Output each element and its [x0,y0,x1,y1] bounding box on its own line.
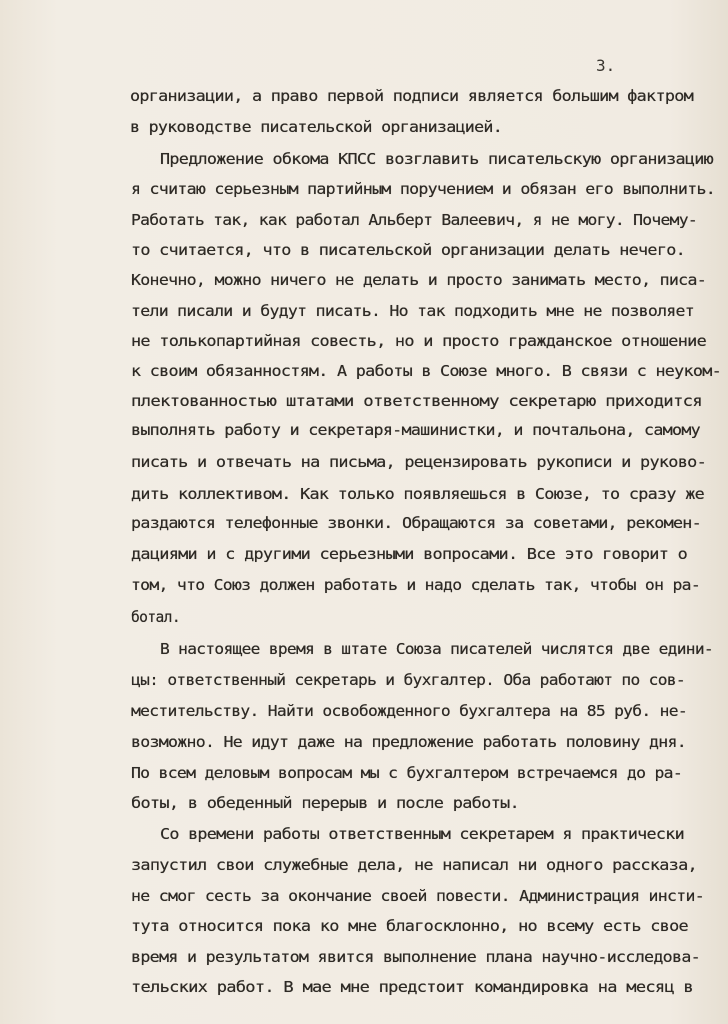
text-line: к своим обязанностям. А работы в Союзе много. В связи с неуком- [131,362,722,380]
text-line: плектованностью штатами ответственному секретарю приходится [131,392,702,410]
text-line: то считается, что в писательской организации делать нечего. [131,241,686,259]
text-line: раздаются телефонные звонки. Обращаются за советами, рекомен- [131,514,701,532]
text-line: тели писали и будут писать. Но так подходить мне не позволяет [131,302,694,320]
text-line: ботал. [131,608,181,626]
text-line: дить коллективом. Как только появляешься в Союзе, то сразу же [131,485,704,503]
text-line: местительству. Найти освобожденного бухгалтера на 85 руб. не- [131,702,687,720]
text-line: я считаю серьезным партийным поручением и обязан его выполнить. [131,180,716,198]
text-line: тельских работ. В мае мне предстоит командировка на месяц в [131,978,693,996]
text-line: писать и отвечать на письма, рецензировать рукописи и руково- [131,453,707,471]
text-line: цы: ответственный секретарь и бухгалтер. Оба работают по сов- [131,671,685,689]
text-line: дациями и с другими серьезными вопросами. Все это говорит о [131,545,688,563]
text-line: время и результатом явится выполнение плана научно-исследова- [131,948,701,966]
text-line: выполнять работу и секретаря-машинистки, и почтальона, самому [131,421,701,439]
text-line: не смог сесть за окончание своей повести. Администрация инсти- [131,887,705,905]
text-line: боты, в обеденный перерыв и после работы. [131,794,519,812]
text-line: По всем деловым вопросам мы с бухгалтером встречаемся до ра- [131,764,683,782]
text-line: не толькопартийная совесть, но и просто гражданское отношение [131,332,707,350]
text-line: Предложение обкома КПСС возглавить писательскую организацию [160,150,714,168]
text-line: запустил свои служебные дела, не написал ни одного рассказа, [131,856,697,874]
text-line: организации, а право первой подписи является большим фактром [130,87,693,105]
text-line: возможно. Не идут даже на предложение работать половину дня. [131,733,686,751]
text-line: в руководстве писательской организацией. [130,118,502,136]
text-line: В настоящее время в штате Союза писателей числятся две едини- [160,640,713,658]
text-line: Со времени работы ответственным секретарем я практически [160,825,684,843]
page-number: 3. [596,56,616,75]
text-line: тута относится пока ко мне благосклонно, но всему есть свое [131,917,689,935]
text-line: Конечно, можно ничего не делать и просто занимать место, писа- [131,271,707,289]
text-line: Работать так, как работал Альберт Валеевич, я не могу. Почему- [131,211,697,229]
text-line: том, что Союз должен работать и надо сделать так, чтобы он ра- [131,576,701,594]
